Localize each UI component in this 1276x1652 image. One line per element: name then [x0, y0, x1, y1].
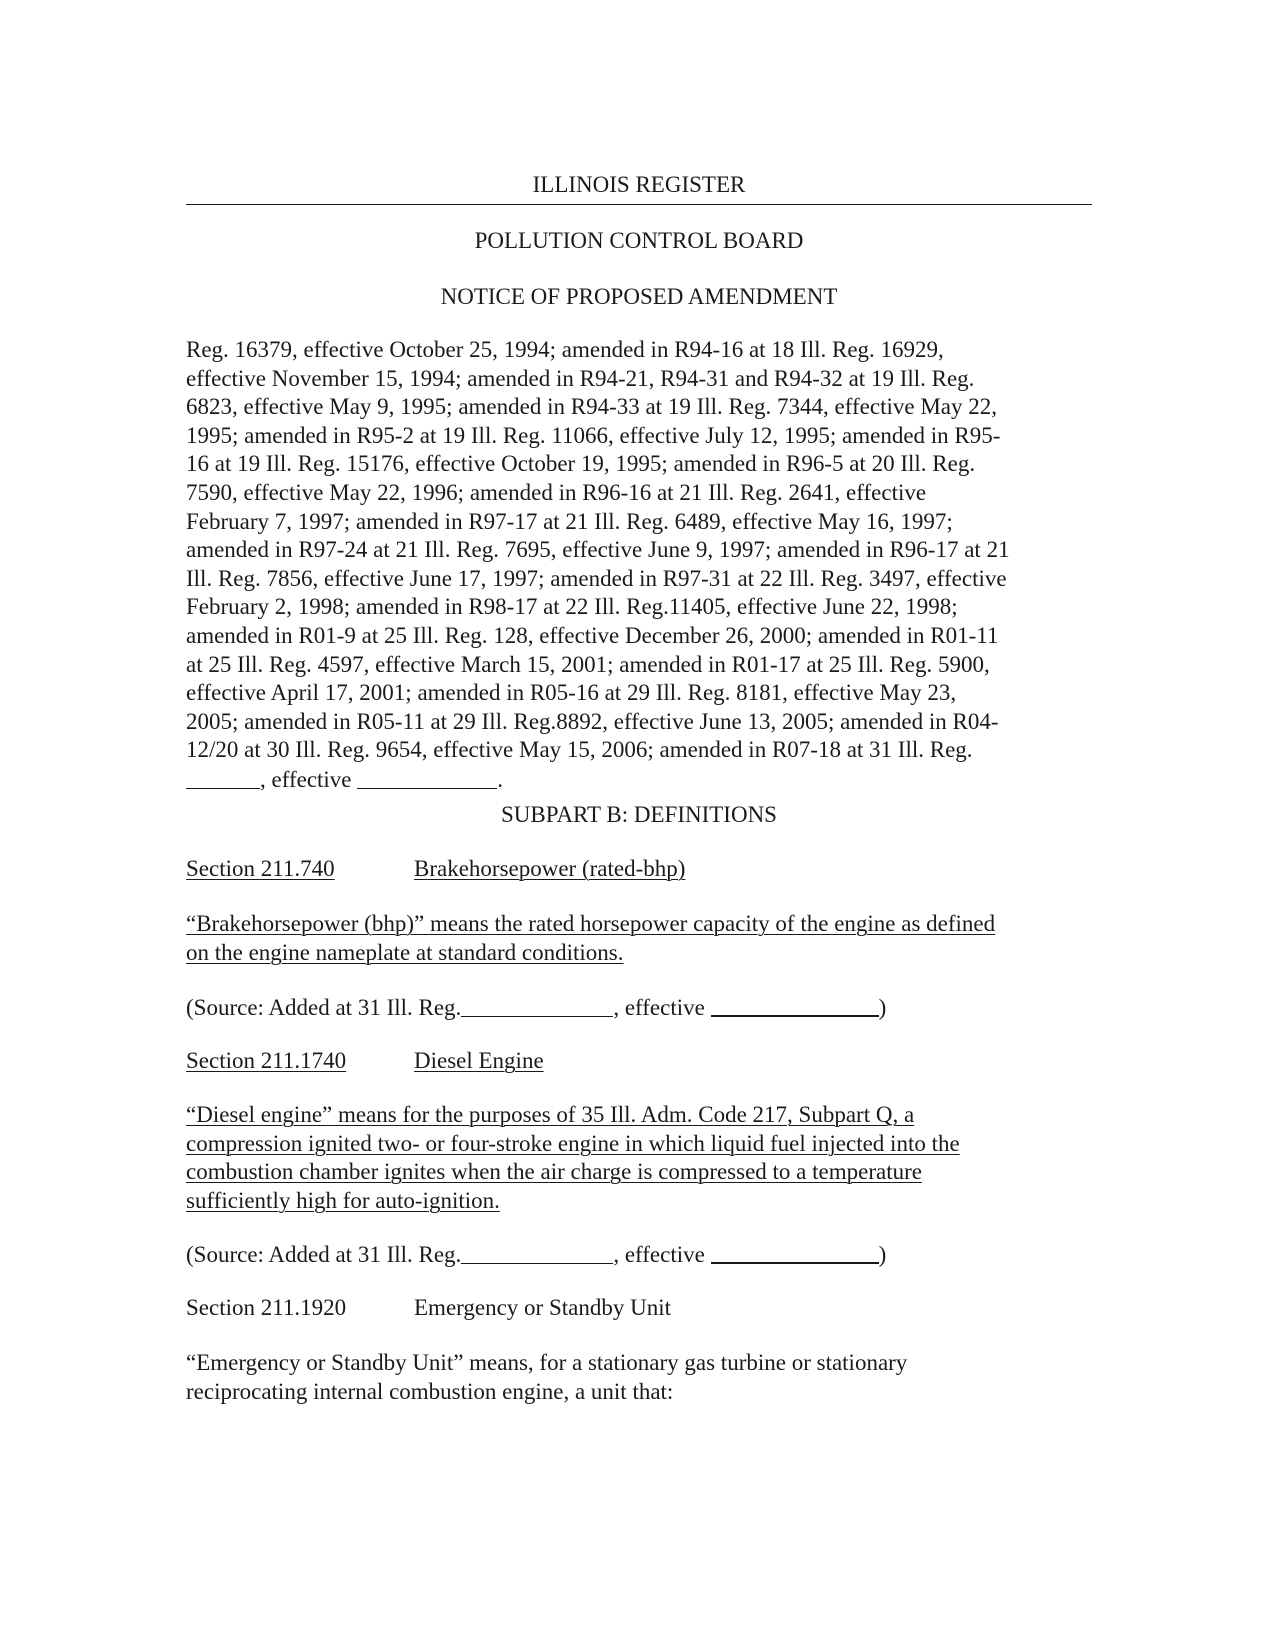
- definition-line: combustion chamber ignites when the air charge is compressed to a temperature: [186, 1159, 922, 1185]
- definition-line: on the engine nameplate at standard conditions.: [186, 939, 624, 965]
- section-211-740-source: [186, 992, 1086, 1023]
- section-number: Section 211.740: [186, 856, 335, 881]
- history-line: 7590, effective May 22, 1996; amended in R96-16 at 21 Ill. Reg. 2641, effective: [186, 479, 927, 505]
- history-line: February 2, 1998; amended in R98-17 at 22 Ill. Reg.11405, effective June 22, 1998;: [186, 594, 958, 620]
- history-line: at 25 Ill. Reg. 4597, effective March 15, 2001; amended in R01-17 at 25 Ill. Reg. 5900,: [186, 651, 990, 677]
- history-line: February 7, 1997; amended in R97-17 at 21 Ill. Reg. 6489, effective May 16, 1997;: [186, 508, 953, 534]
- notice-title: NOTICE OF PROPOSED AMENDMENT: [440, 284, 838, 309]
- section-number: Section 211.1920: [186, 1295, 347, 1320]
- history-line: 6823, effective May 9, 1995; amended in R94-33 at 19 Ill. Reg. 7344, effective May 22,: [186, 394, 997, 420]
- date-blank: [711, 1239, 879, 1264]
- section-211-740-body: [186, 910, 1086, 967]
- section-211-740-heading: [186, 855, 1086, 884]
- effective-label: , effective: [613, 995, 705, 1020]
- section-number: Section 211.1740: [186, 1048, 347, 1073]
- definition-line: reciprocating internal combustion engine, a unit that:: [186, 1378, 674, 1404]
- history-line: 1995; amended in R95-2 at 19 Ill. Reg. 11066, effective July 12, 1995; amended in R95-: [186, 422, 1001, 448]
- reg-blank: [186, 765, 260, 789]
- source-label: (Source: Added at 31 Ill. Reg.: [186, 1242, 462, 1267]
- history-line: Ill. Reg. 7856, effective June 17, 1997; amended in R97-31 at 22 Ill. Reg. 3497, effective: [186, 565, 1007, 591]
- amendment-history: [186, 336, 1086, 795]
- definition-line: “Brakehorsepower (bhp)” means the rated horsepower capacity of the engine as defined: [186, 911, 996, 936]
- source-label: (Source: Added at 31 Ill. Reg.: [186, 995, 462, 1020]
- history-final-line: [186, 765, 1086, 795]
- section-title: Diesel Engine: [414, 1048, 544, 1073]
- board-title: POLLUTION CONTROL BOARD: [474, 228, 804, 253]
- definition-line: sufficiently high for auto-ignition.: [186, 1187, 500, 1213]
- section-211-1740-source: [186, 1239, 1086, 1270]
- history-line: amended in R97-24 at 21 Ill. Reg. 7695, effective June 9, 1997; amended in R96-17 at 21: [186, 537, 1010, 563]
- subpart-heading: SUBPART B: DEFINITIONS: [501, 802, 777, 827]
- section-title: Emergency or Standby Unit: [414, 1295, 671, 1320]
- effective-label: , effective: [260, 766, 352, 792]
- reg-blank: [461, 993, 613, 1017]
- history-line: 12/20 at 30 Ill. Reg. 9654, effective May 15, 2006; amended in R07-18 at 31 Ill. Reg.: [186, 737, 973, 763]
- period: .: [497, 766, 504, 792]
- close-paren: ): [878, 1242, 887, 1267]
- section-211-1740-body: [186, 1101, 1086, 1215]
- history-line: effective April 17, 2001; amended in R05-16 at 29 Ill. Reg. 8181, effective May 23,: [186, 680, 957, 706]
- history-line: Reg. 16379, effective October 25, 1994; amended in R94-16 at 18 Ill. Reg. 16929,: [186, 337, 944, 362]
- section-211-1920-body: [186, 1349, 1086, 1406]
- history-line: effective November 15, 1994; amended in R94-21, R94-31 and R94-32 at 19 Ill. Reg.: [186, 365, 975, 391]
- date-blank: [711, 992, 879, 1017]
- definition-line: “Emergency or Standby Unit” means, for a stationary gas turbine or stationary: [186, 1350, 908, 1375]
- reg-blank: [461, 1240, 613, 1264]
- history-line: 16 at 19 Ill. Reg. 15176, effective October 19, 1995; amended in R96-5 at 20 Ill. Reg.: [186, 451, 976, 477]
- section-211-1920-heading: [186, 1294, 1086, 1323]
- section-211-1740-heading: [186, 1047, 1086, 1076]
- register-title: ILLINOIS REGISTER: [532, 172, 746, 197]
- close-paren: ): [878, 995, 887, 1020]
- header-rule: [186, 204, 1092, 205]
- section-title: Brakehorsepower (rated-bhp): [414, 856, 686, 881]
- definition-line: compression ignited two- or four-stroke engine in which liquid fuel injected into the: [186, 1130, 960, 1156]
- history-line: 2005; amended in R05-11 at 29 Ill. Reg.8892, effective June 13, 2005; amended in R04-: [186, 708, 999, 734]
- date-blank: [357, 765, 497, 789]
- history-line: amended in R01-9 at 25 Ill. Reg. 128, effective December 26, 2000; amended in R01-11: [186, 622, 999, 648]
- definition-line: “Diesel engine” means for the purposes of 35 Ill. Adm. Code 217, Subpart Q, a: [186, 1102, 915, 1127]
- effective-label: , effective: [613, 1242, 705, 1267]
